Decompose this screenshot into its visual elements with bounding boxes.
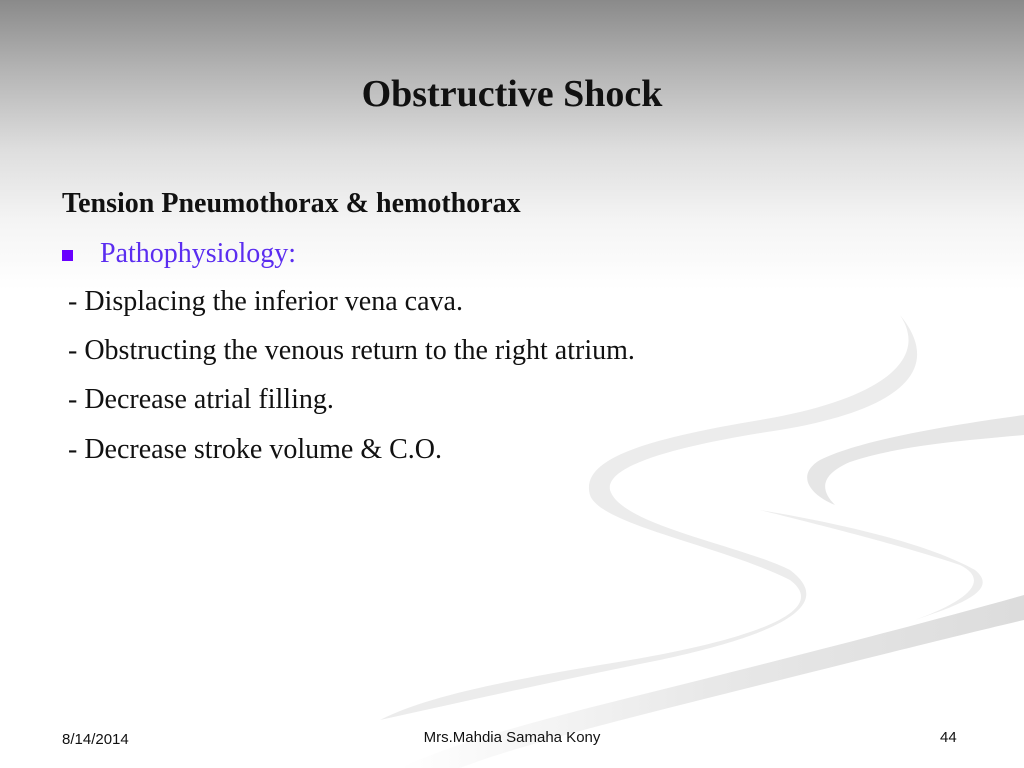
body-line: - Decrease atrial filling. bbox=[68, 384, 334, 415]
body-line: - Displacing the inferior vena cava. bbox=[68, 286, 463, 317]
square-bullet-icon bbox=[62, 250, 73, 261]
footer-page-number: 44 bbox=[940, 729, 957, 746]
bullet-item bbox=[62, 238, 296, 270]
bullet-text: Pathophysiology: bbox=[100, 238, 297, 269]
footer-author: Mrs.Mahdia Samaha Kony bbox=[423, 729, 601, 746]
slide-subheading: Tension Pneumothorax & hemothorax bbox=[62, 188, 521, 219]
slide-title: Obstructive Shock bbox=[361, 73, 663, 115]
footer-date: 8/14/2014 bbox=[62, 731, 129, 748]
body-line: - Decrease stroke volume & C.O. bbox=[68, 434, 442, 465]
body-line: - Obstructing the venous return to the right atrium. bbox=[68, 335, 635, 366]
